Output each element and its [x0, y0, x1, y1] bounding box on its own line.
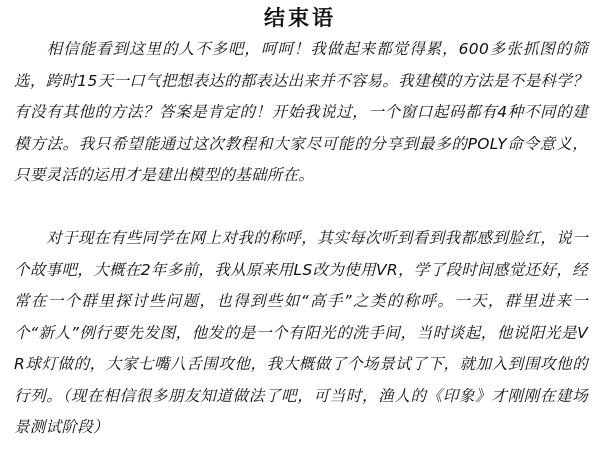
paragraph-1 — [14, 34, 588, 192]
paragraph-2 — [14, 223, 588, 444]
page-title: 结束语 — [264, 6, 336, 30]
paragraph-1-text: 相信能看到这里的人不多吧，呵呵！我做起来都觉得累，600多张抓图的筛选，跨时15天一口气把想表达的都表达出来并不容易。我建模的方法是不是科学？有没有其他的方法？答案是肯定的！开始我说过，一个窗口起码都有4种不同的建模方法。我只希望能通过这次教程和大家尽可能的分享到最多的POLY命令意义，只要灵活的运用才是建出模型的基础所在。 — [14, 40, 588, 184]
paragraph-2-text: 对于现在有些同学在网上对我的称呼，其实每次听到看到我都感到脸红，说一个故事吧，大概在2年多前，我从原来用LS改为使用VR，学了段时间感觉还好，经常在一个群里探讨些问题，也得到些如“高手”之类的称呼。一天，群里进来一个“新人”例行要先发图，他发的是一个有阳光的洗手间，当时谈起，他说阳光是VR球灯做的，大家七嘴八舌围攻他，我大概做了个场景试了下，就加入到围攻他的行列。（现在相信很多朋友知道做法了吧，可当时，渔人的《印象》才刚刚在建场景测试阶段） — [14, 229, 588, 436]
